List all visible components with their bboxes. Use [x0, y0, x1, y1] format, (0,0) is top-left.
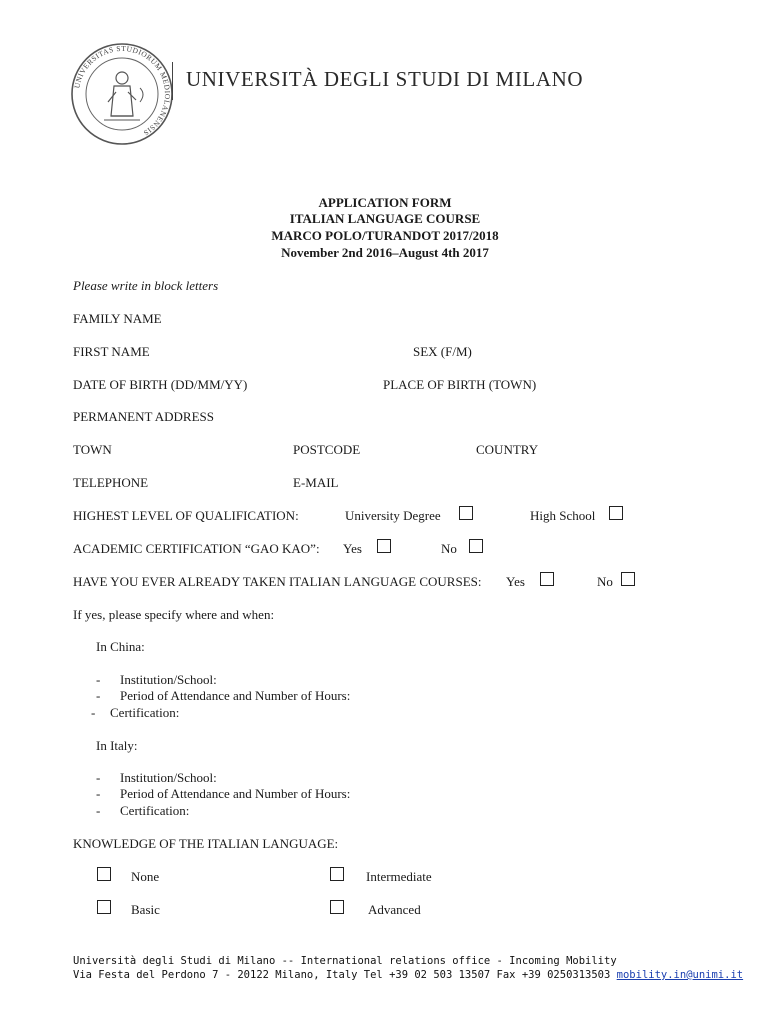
sex-label: SEX (F/M) — [413, 344, 472, 359]
date-range: November 2nd 2016–August 4th 2017 — [281, 245, 489, 260]
footer-office: Università degli Studi di Milano -- International relations office - Incoming Mobility — [73, 955, 617, 967]
university-degree-label: University Degree — [345, 508, 441, 523]
qualification-label: HIGHEST LEVEL OF QUALIFICATION: — [73, 508, 299, 523]
china-dash: - — [91, 705, 96, 720]
courses-yes-checkbox[interactable] — [540, 572, 554, 586]
italy-institution-label: Institution/School: — [120, 770, 217, 785]
italy-dash: - — [96, 786, 101, 801]
block-letters-instruction: Please write in block letters — [73, 278, 219, 293]
advanced-checkbox[interactable] — [330, 900, 344, 914]
italy-heading: In Italy: — [96, 738, 138, 753]
china-heading: In China: — [96, 639, 145, 654]
high-school-checkbox[interactable] — [609, 506, 623, 520]
specify-instruction: If yes, please specify where and when: — [73, 607, 275, 622]
courses-label: HAVE YOU EVER ALREADY TAKEN ITALIAN LANGUAGE COURSES: — [73, 574, 482, 589]
china-dash: - — [96, 672, 101, 687]
town-label: TOWN — [73, 442, 112, 457]
gaokao-yes-label: Yes — [343, 541, 362, 556]
telephone-label: TELEPHONE — [73, 475, 149, 490]
intermediate-label: Intermediate — [366, 869, 432, 884]
gaokao-yes-checkbox[interactable] — [377, 539, 391, 553]
gaokao-no-checkbox[interactable] — [469, 539, 483, 553]
family-name-label: FAMILY NAME — [73, 311, 162, 326]
china-certification-label: Certification: — [110, 705, 180, 720]
address-label: PERMANENT ADDRESS — [73, 409, 214, 424]
italy-dash: - — [96, 803, 101, 818]
footer-email-link[interactable]: mobility.in@unimi.it — [616, 969, 744, 981]
seal-text: UNIVERSITAS STUDIORUM MEDIOLANENSIS — [72, 43, 173, 138]
footer-address — [73, 969, 743, 981]
pob-label: PLACE OF BIRTH (TOWN) — [383, 377, 537, 392]
gaokao-no-label: No — [441, 541, 457, 556]
italy-period-label: Period of Attendance and Number of Hours: — [120, 786, 351, 801]
university-name: UNIVERSITÀ DEGLI STUDI DI MILANO — [186, 67, 584, 91]
university-degree-checkbox[interactable] — [459, 506, 473, 520]
none-checkbox[interactable] — [97, 867, 111, 881]
postcode-label: POSTCODE — [293, 442, 361, 457]
italy-dash: - — [96, 770, 101, 785]
none-label: None — [131, 869, 160, 884]
footer-contact: Via Festa del Perdono 7 - 20122 Milano, Italy Tel +39 02 503 13507 Fax +39 0250313503 — [73, 969, 617, 981]
high-school-label: High School — [530, 508, 596, 523]
china-dash: - — [96, 688, 101, 703]
china-period-label: Period of Attendance and Number of Hours: — [120, 688, 351, 703]
china-institution-label: Institution/School: — [120, 672, 217, 687]
country-label: COUNTRY — [476, 442, 539, 457]
gaokao-label: ACADEMIC CERTIFICATION “GAO KAO”: — [73, 541, 320, 556]
university-seal — [70, 42, 174, 146]
intermediate-checkbox[interactable] — [330, 867, 344, 881]
basic-checkbox[interactable] — [97, 900, 111, 914]
form-title: APPLICATION FORM — [318, 195, 452, 210]
first-name-label: FIRST NAME — [73, 344, 150, 359]
courses-yes-label: Yes — [506, 574, 525, 589]
program-title: MARCO POLO/TURANDOT 2017/2018 — [271, 228, 499, 243]
courses-no-checkbox[interactable] — [621, 572, 635, 586]
italy-certification-label: Certification: — [120, 803, 190, 818]
email-label: E-MAIL — [293, 475, 339, 490]
course-title: ITALIAN LANGUAGE COURSE — [289, 211, 481, 226]
knowledge-label: KNOWLEDGE OF THE ITALIAN LANGUAGE: — [73, 836, 339, 851]
header-divider — [172, 62, 173, 100]
dob-label: DATE OF BIRTH (DD/MM/YY) — [73, 377, 248, 392]
advanced-label: Advanced — [368, 902, 421, 917]
courses-no-label: No — [597, 574, 613, 589]
basic-label: Basic — [131, 902, 160, 917]
